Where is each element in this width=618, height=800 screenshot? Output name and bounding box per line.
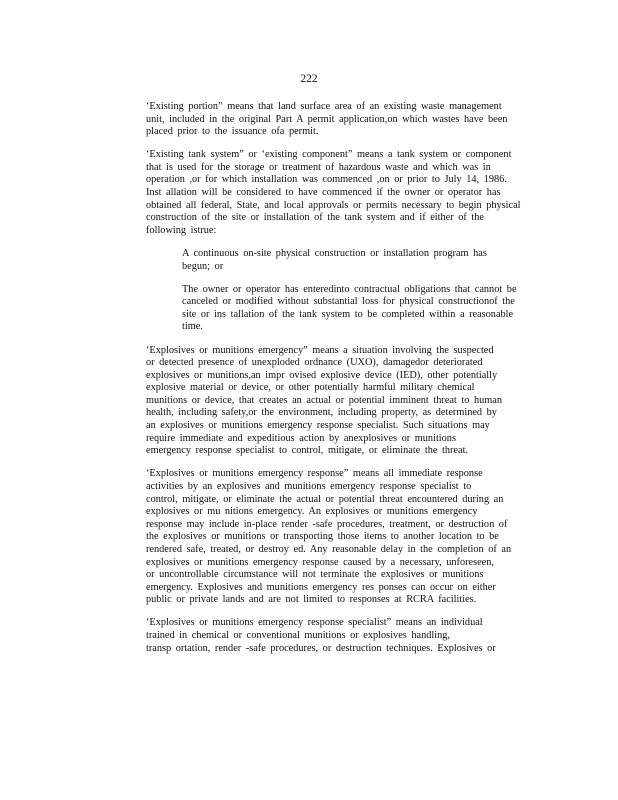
text-line: following istrue: xyxy=(146,224,217,236)
paragraph xyxy=(146,345,546,458)
indented-paragraph xyxy=(182,248,546,273)
text-line: an explosives or munitions emergency response specialist. Such situations may xyxy=(146,420,490,432)
text-line: trained in chemical or conventional munitions or explosives handling, xyxy=(146,629,450,641)
text-line: unit, included in the original Part A permit application,on which wastes have been xyxy=(146,113,508,125)
text-line: ‘Explosives or munitions emergency response” means all immediate response xyxy=(146,468,483,480)
text-line: explosives or mu nitions emergency. An explosives or munitions emergency xyxy=(146,506,478,518)
text-line: health, including safety,or the environment, including property, as determined by xyxy=(146,407,497,419)
text-line: explosives or munitions emergency response caused by a necessary, unforeseen, xyxy=(146,556,494,568)
paragraph xyxy=(146,468,546,607)
text-line: require immediate and expeditious action by anexplosives or munitions xyxy=(146,432,456,444)
text-line: or uncontrollable circumstance will not terminate the explosives or munitions xyxy=(146,569,484,581)
paragraph xyxy=(146,149,546,237)
text-line: emergency. Explosives and munitions emergency res ponses can occur on either xyxy=(146,581,496,593)
paragraph xyxy=(146,101,546,139)
text-line: ‘Explosives or munitions emergency response specialist” means an individual xyxy=(146,617,483,629)
text-line: activities by an explosives and munitions emergency response specialist to xyxy=(146,480,472,492)
text-line: control, mitigate, or eliminate the actual or potential threat encountered during an xyxy=(146,493,504,505)
text-line: or detected presence of unexploded ordnance (UXO), damagedor deteriorated xyxy=(146,357,483,369)
text-line: begun; or xyxy=(182,260,224,272)
text-line: the explosives or munitions or transporting those items to another location to be xyxy=(146,531,499,543)
text-line: canceled or modified without substantial loss for physical constructionof the xyxy=(182,296,515,308)
page-number: 222 xyxy=(300,73,318,85)
text-line: Inst allation will be considered to have commenced if the owner or operator has xyxy=(146,187,501,199)
text-line: ‘Explosives or munitions emergency” means a situation involving the suspected xyxy=(146,344,494,356)
text-line: explosives or munitions,an impr ovised explosive device (IED), other potentially xyxy=(146,369,498,381)
text-line: rendered safe, treated, or destroy ed. Any reasonable delay in the completion of an xyxy=(146,543,512,555)
text-line: transp ortation, render -safe procedures, or destruction techniques. Explosives or xyxy=(146,642,496,654)
text-line: obtained all federal, State, and local approvals or permits necessary to begin physical xyxy=(146,199,521,211)
text-line: placed prior to the issuance ofa permit. xyxy=(146,126,319,138)
text-line: emergency response specialist to control, mitigate, or eliminate the threat. xyxy=(146,445,469,457)
text-line: ‘Existing tank system” or ‘existing component” means a tank system or component xyxy=(146,149,512,161)
text-line: time. xyxy=(182,321,203,333)
text-line: site or ins tallation of the tank system to be completed within a reasonable xyxy=(182,308,514,320)
indented-paragraph xyxy=(182,284,546,334)
document-body xyxy=(146,101,546,666)
text-line: explosive material or device, or other potentially harmful military chemical xyxy=(146,382,475,394)
text-line: A continuous on-site physical construction or installation program has xyxy=(182,247,487,259)
text-line: munitions or device, that creates an actual or potential imminent threat to human xyxy=(146,394,502,406)
text-line: public or private lands and are not limited to responses at RCRA facilities. xyxy=(146,594,477,606)
text-line: construction of the site or installation of the tank system and if either of the xyxy=(146,212,484,224)
text-line: ‘Existing portion” means that land surface area of an existing waste management xyxy=(146,101,502,112)
text-line: The owner or operator has enteredinto contractual obligations that cannot be xyxy=(182,283,517,295)
text-line: response may include in-place render -safe procedures, treatment, or destruction of xyxy=(146,518,508,530)
text-line: operation ,or for which installation was commenced ,on or prior to July 14, 1986. xyxy=(146,174,507,186)
text-line: that is used for the storage or treatment of hazardous waste and which was in xyxy=(146,161,491,173)
paragraph xyxy=(146,617,546,655)
